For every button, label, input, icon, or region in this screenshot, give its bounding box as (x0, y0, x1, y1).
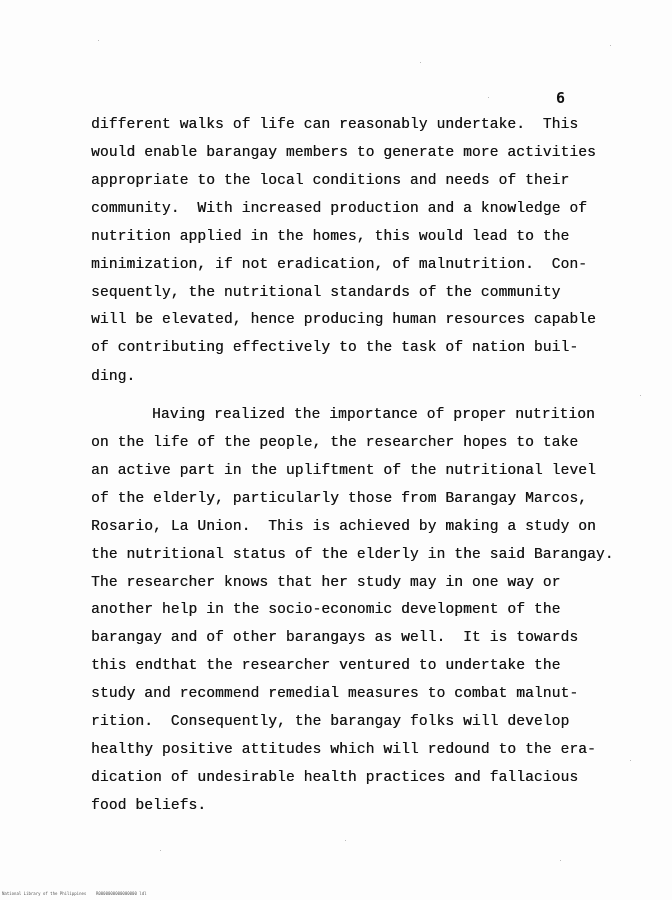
paragraph-2-line-15: food beliefs. (91, 798, 207, 814)
paragraph-1-line-10: ding. (91, 369, 136, 385)
paragraph-2-line-2: on the life of the people, the researcher hopes to take (91, 435, 579, 451)
scan-speck (160, 850, 161, 851)
paragraph-1-line-2: would enable barangay members to generate more activities (91, 145, 596, 161)
scan-speck (345, 840, 346, 841)
page-number: 6 (556, 89, 566, 107)
paragraph-2-line-11: study and recommend remedial measures to combat malnut- (91, 686, 579, 702)
scan-speck (488, 97, 489, 98)
paragraph-2-line-6: the nutritional status of the elderly in the said Barangay. (91, 547, 614, 563)
paragraph-1-line-7: sequently, the nutritional standards of the community (91, 285, 561, 301)
paragraph-1-line-5: nutrition applied in the homes, this would lead to the (91, 229, 570, 245)
footer-code: R0000000000000000 ldl (95, 891, 147, 896)
scan-speck (560, 860, 561, 861)
paragraph-2-line-7: The researcher knows that her study may in one way or (91, 575, 561, 591)
paragraph-2-line-5: Rosario, La Union. This is achieved by making a study on (91, 519, 596, 535)
paragraph-2-line-8: another help in the socio-economic development of the (91, 602, 561, 618)
scan-footer (2, 891, 147, 896)
paragraph-1-line-1: different walks of life can reasonably undertake. This (91, 117, 579, 133)
paragraph-1-line-8: will be elevated, hence producing human resources capable (91, 312, 596, 328)
paragraph-2-line-4: of the elderly, particularly those from Barangay Marcos, (91, 491, 588, 507)
scan-speck (630, 760, 631, 761)
paragraph-2-line-1: Having realized the importance of proper nutrition (152, 407, 595, 423)
paragraph-2-line-14: dication of undesirable health practices and fallacious (91, 770, 579, 786)
paragraph-2-line-9: barangay and of other barangays as well. It is towards (91, 630, 579, 646)
paragraph-2-line-3: an active part in the upliftment of the nutritional level (91, 463, 596, 479)
paragraph-1-line-9: of contributing effectively to the task of nation buil- (91, 340, 579, 356)
paragraph-1-line-6: minimization, if not eradication, of malnutrition. Con- (91, 257, 588, 273)
footer-library: National Library of the Philippines (2, 891, 87, 896)
scan-speck (420, 62, 421, 63)
scan-speck (640, 395, 641, 396)
paragraph-2-line-10: this endthat the researcher ventured to undertake the (91, 658, 561, 674)
paragraph-1-line-3: appropriate to the local conditions and needs of their (91, 173, 570, 189)
scan-speck (98, 40, 99, 41)
paragraph-2-line-13: healthy positive attitudes which will redound to the era- (91, 742, 596, 758)
scan-speck (610, 45, 611, 46)
paragraph-1-line-4: community. With increased production and a knowledge of (91, 201, 588, 217)
paragraph-2-line-12: rition. Consequently, the barangay folks will develop (91, 714, 570, 730)
